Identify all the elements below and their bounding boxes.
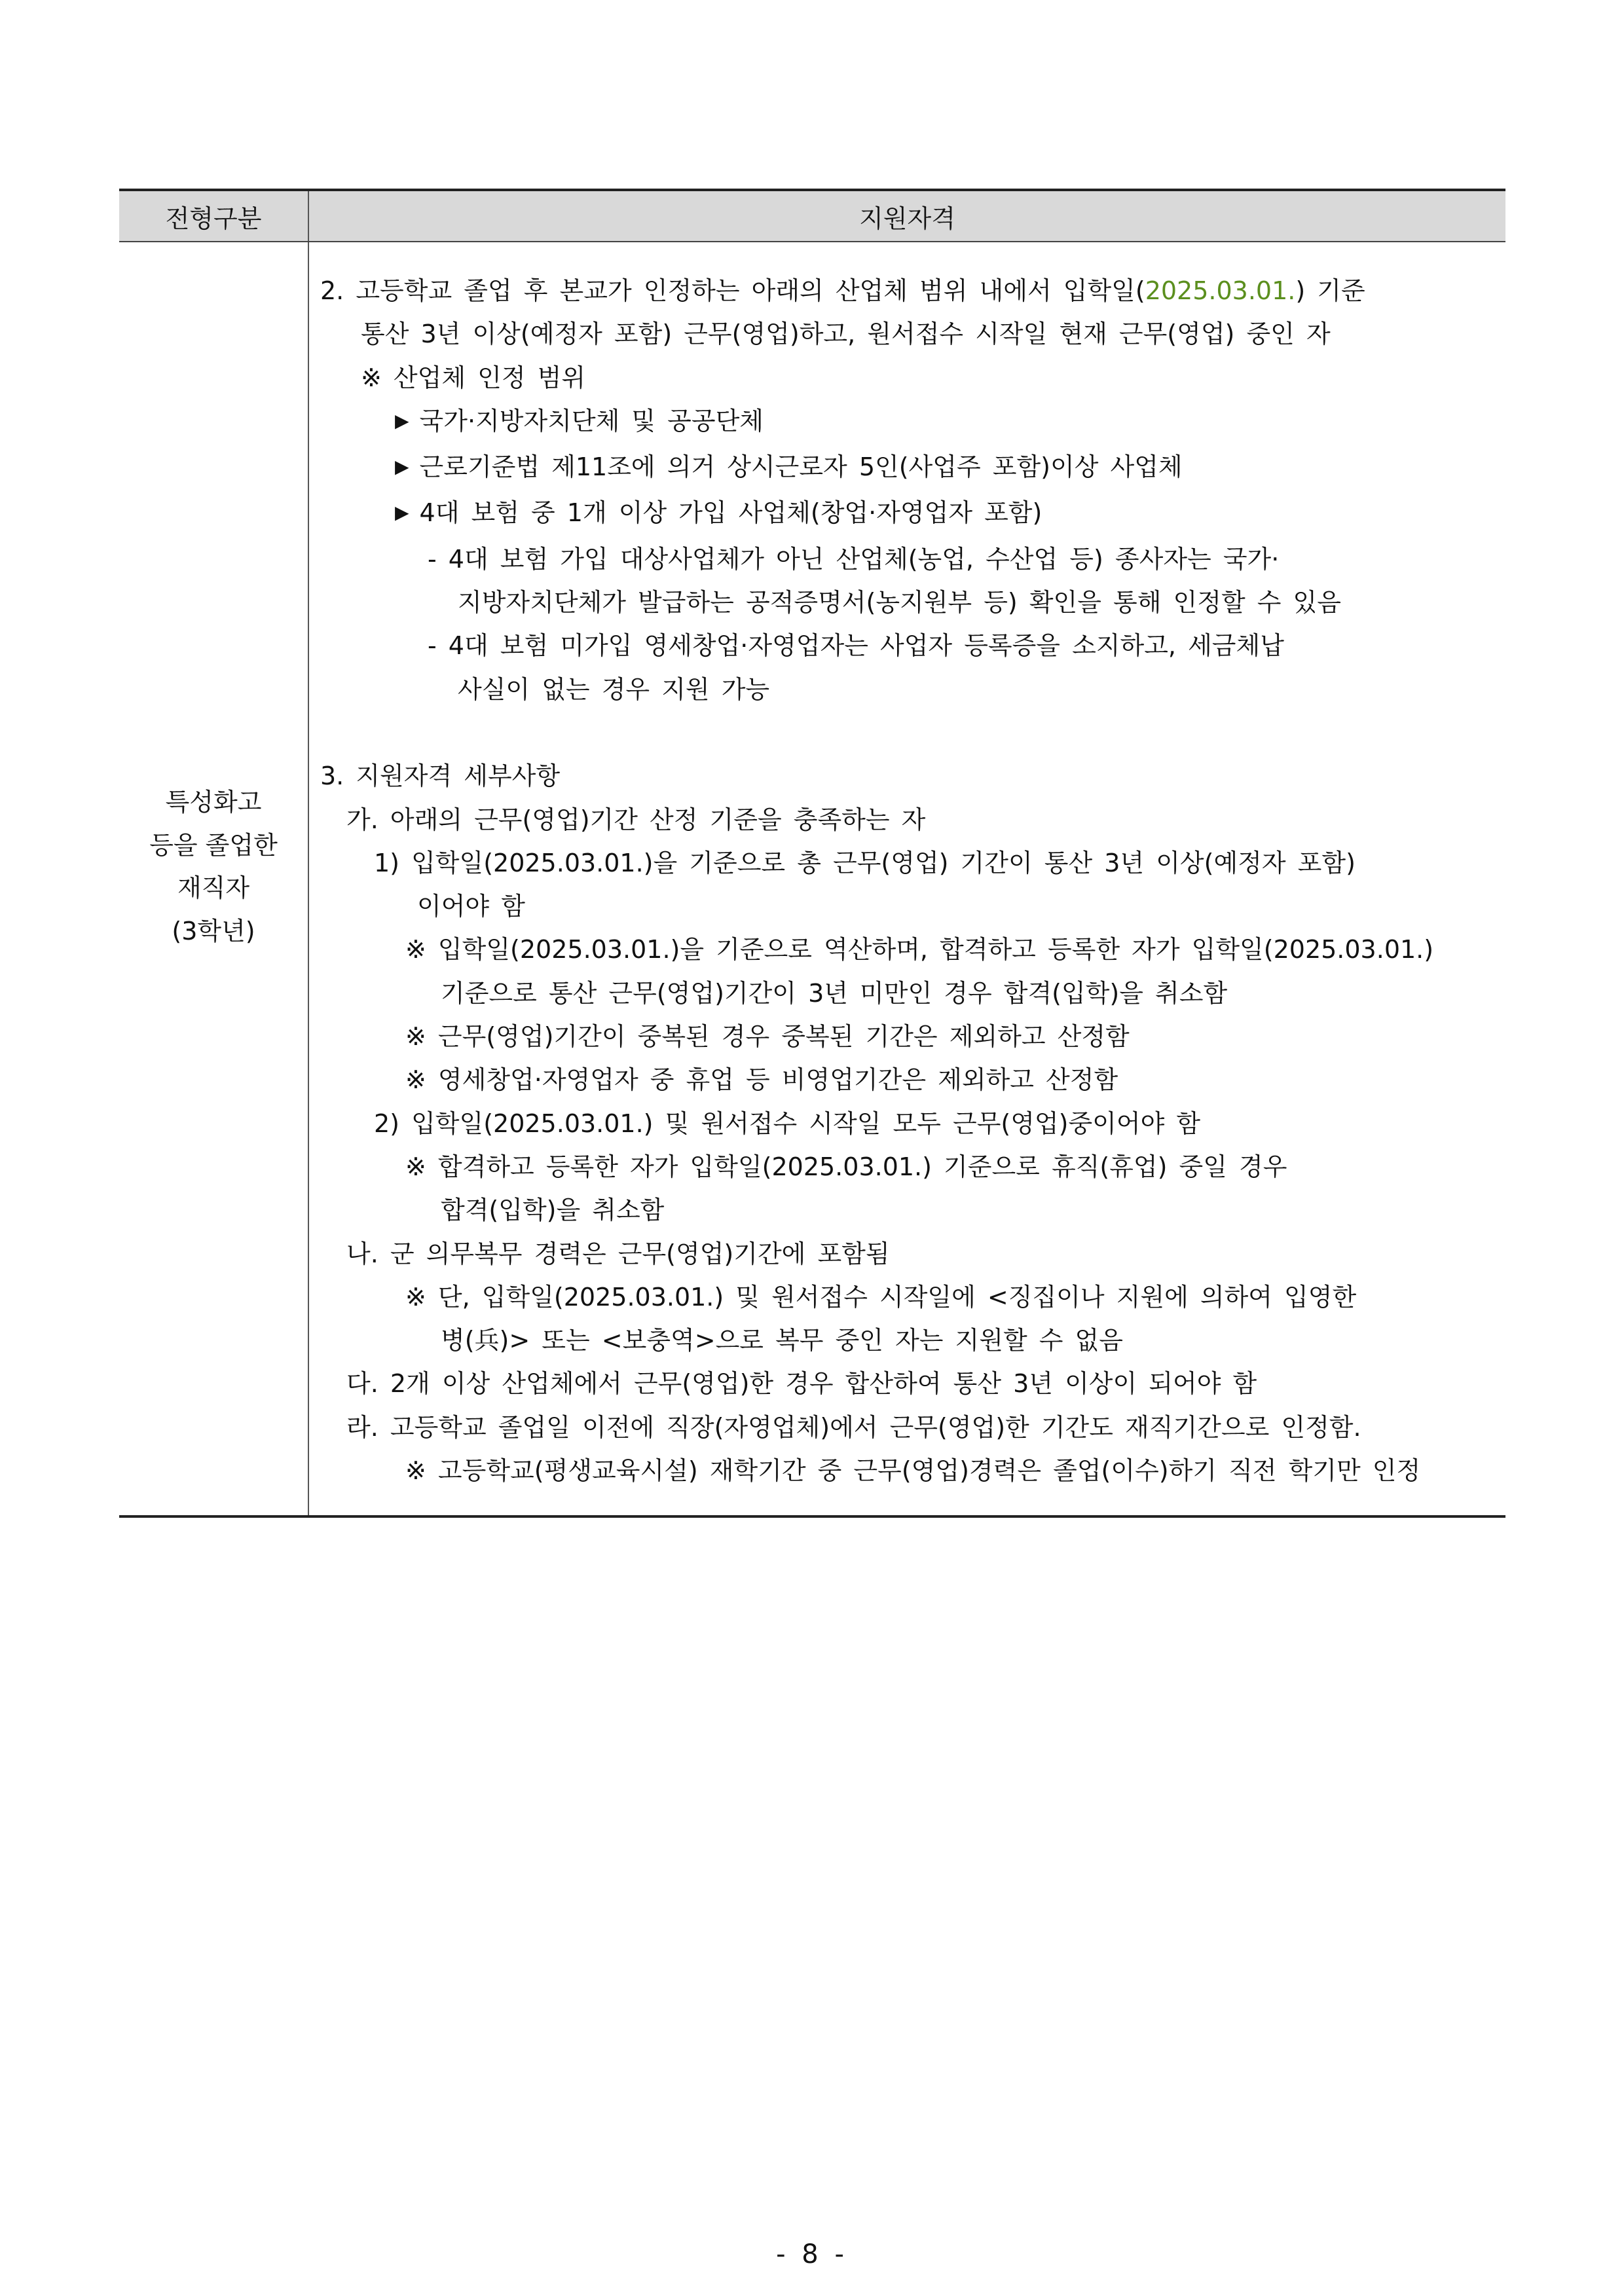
bullet-item bbox=[310, 399, 1496, 445]
note: ※ 단, 입학일(2025.03.01.) 및 원서접수 시작일에 <징집이나 지원에 의하여 입영한 bbox=[405, 1282, 1357, 1312]
note-cont: 합격(입학)을 취소함 bbox=[441, 1196, 665, 1225]
bullet-text: 4대 보험 중 1개 이상 가입 사업체(창업·자영업자 포함) bbox=[419, 498, 1043, 528]
bullet-text: 국가·지방자치단체 및 공공단체 bbox=[419, 406, 764, 435]
text-span: 2. 고등학교 졸업 후 본교가 인정하는 아래의 산업체 범위 내에서 입학일( bbox=[320, 276, 1145, 305]
note: ※ 합격하고 등록한 자가 입학일(2025.03.01.) 기준으로 휴직(휴업) 중일 경우 bbox=[405, 1152, 1287, 1181]
section-3-title: 3. 지원자격 세부사항 bbox=[320, 762, 561, 791]
item-ra: 라. 고등학교 졸업일 이전에 직장(자영업체)에서 근무(영업)한 기간도 재직기간으로 인정함. bbox=[346, 1412, 1361, 1442]
section-2-line: 통산 3년 이상(예정자 포함) 근무(영업)하고, 원서접수 시작일 현재 근무(영업) 중인 자 bbox=[361, 320, 1331, 349]
bullet-text: 근로기준법 제11조에 의거 상시근로자 5인(사업주 포함)이상 사업체 bbox=[419, 452, 1183, 482]
note: ※ 영세창업·자영업자 중 휴업 등 비영업기간은 제외하고 산정함 bbox=[405, 1065, 1118, 1095]
dash-item-cont: 지방자치단체가 발급하는 공적증명서(농지원부 등) 확인을 통해 인정할 수 있음 bbox=[458, 588, 1341, 617]
header-qualification: 지원자격 bbox=[308, 190, 1505, 242]
dash-item: - 4대 보험 미가입 영세창업·자영업자는 사업자 등록증을 소지하고, 세금체납 bbox=[428, 631, 1284, 661]
note: ※ 고등학교(평생교육시설) 재학기간 중 근무(영업)경력은 졸업(이수)하기 직전 학기만 인정 bbox=[405, 1456, 1421, 1486]
section-2-line bbox=[310, 269, 1496, 312]
note: ※ 입학일(2025.03.01.)을 기준으로 역산하며, 합격하고 등록한 자가 입학일(2025.03.01.) bbox=[405, 935, 1434, 964]
category-line: 특성화고 bbox=[165, 788, 262, 817]
item-da: 다. 2개 이상 산업체에서 근무(영업)한 경우 합산하여 통산 3년 이상이 되어야 함 bbox=[346, 1369, 1257, 1399]
header-category: 전형구분 bbox=[119, 190, 308, 242]
spacer bbox=[310, 711, 1496, 754]
bullet-item bbox=[310, 491, 1496, 537]
reference-title: ※ 산업체 인정 범위 bbox=[361, 363, 586, 392]
note-cont: 기준으로 통산 근무(영업)기간이 3년 미만인 경우 합격(입학)을 취소함 bbox=[441, 978, 1228, 1008]
table-row bbox=[119, 242, 1505, 1516]
item-na: 나. 군 의무복무 경력은 근무(영업)기간에 포함됨 bbox=[346, 1239, 890, 1268]
table-header-row bbox=[119, 190, 1505, 242]
category-line: 등을 졸업한 bbox=[149, 830, 278, 860]
bullet-triangle-icon: ▶ bbox=[395, 502, 409, 524]
page-number: - 8 - bbox=[776, 2239, 848, 2269]
bullet-item bbox=[310, 445, 1496, 491]
highlighted-date: 2025.03.01. bbox=[1145, 276, 1296, 305]
item-ga-1: 1) 입학일(2025.03.01.)을 기준으로 총 근무(영업) 기간이 통산 3년 이상(예정자 포함) bbox=[374, 848, 1356, 877]
text-span: ) 기준 bbox=[1295, 276, 1365, 305]
category-line: 재직자 bbox=[177, 873, 250, 902]
item-ga: 가. 아래의 근무(영업)기간 산정 기준을 충족하는 자 bbox=[346, 805, 926, 834]
item-ga-2: 2) 입학일(2025.03.01.) 및 원서접수 시작일 모두 근무(영업)중이어야 함 bbox=[374, 1109, 1201, 1138]
item-ga-1-cont: 이어야 함 bbox=[417, 892, 525, 921]
note-cont: 병(兵)> 또는 <보충역>으로 복무 중인 자는 지원할 수 없음 bbox=[441, 1326, 1123, 1355]
category-cell bbox=[119, 242, 308, 1516]
note: ※ 근무(영업)기간이 중복된 경우 중복된 기간은 제외하고 산정함 bbox=[405, 1022, 1130, 1052]
qualification-table bbox=[119, 189, 1505, 1518]
bullet-triangle-icon: ▶ bbox=[395, 409, 409, 431]
bullet-triangle-icon: ▶ bbox=[395, 456, 409, 478]
dash-item-cont: 사실이 없는 경우 지원 가능 bbox=[458, 674, 770, 704]
category-line: (3학년) bbox=[172, 916, 255, 946]
qualification-cell bbox=[308, 242, 1505, 1516]
dash-item: - 4대 보험 가입 대상사업체가 아닌 산업체(농업, 수산업 등) 종사자는 국가· bbox=[428, 544, 1280, 574]
